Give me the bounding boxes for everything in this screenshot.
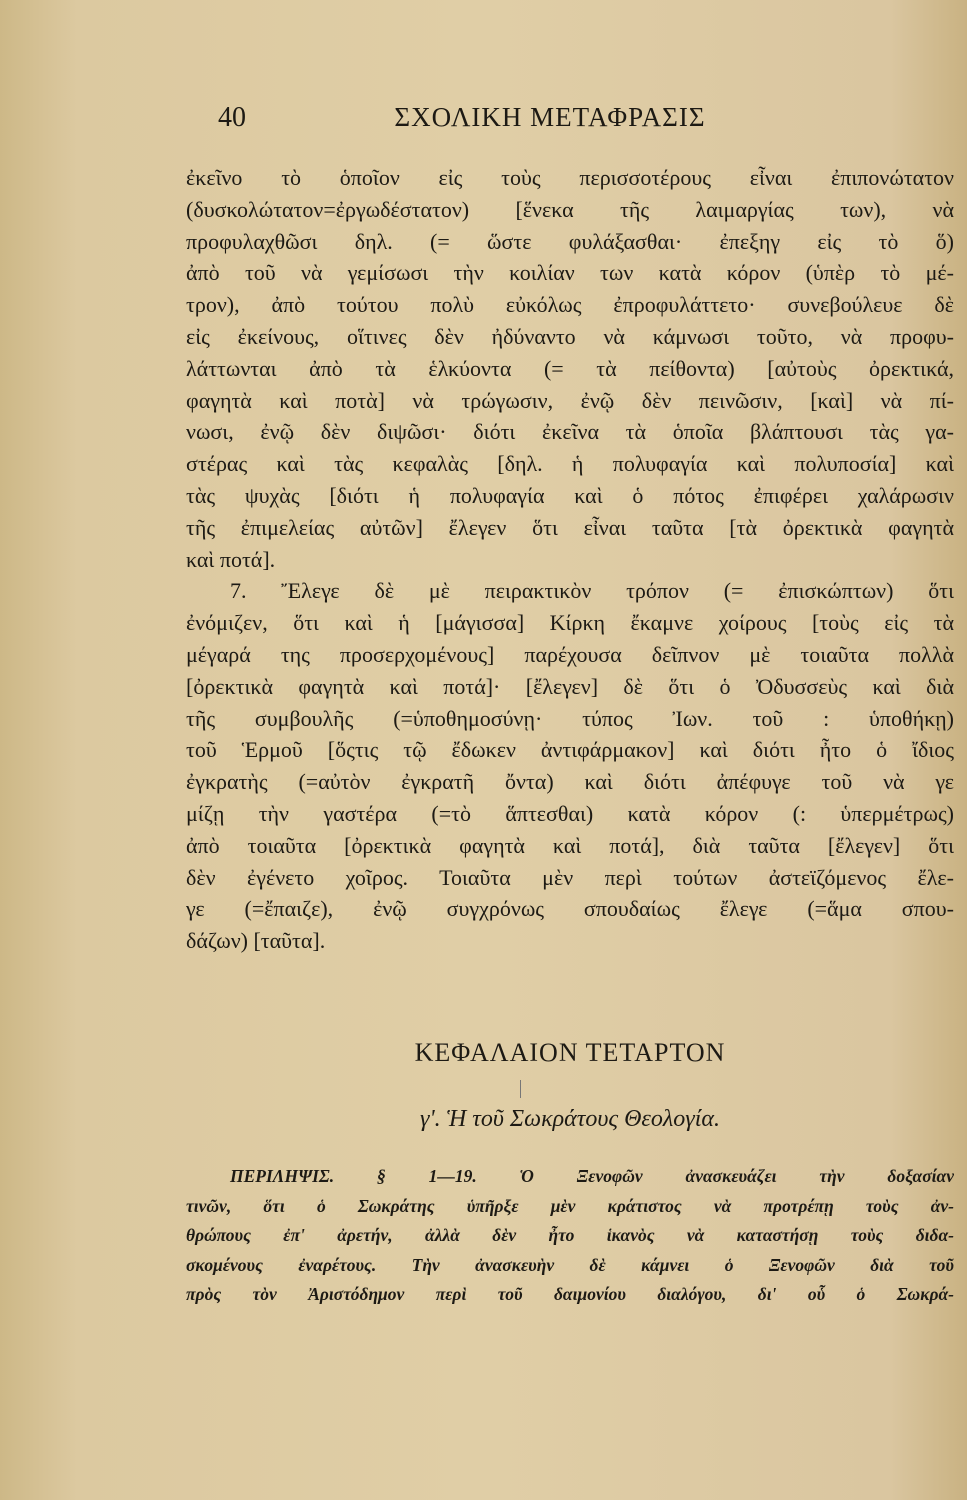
text-line: 7. Ἔλεγε δὲ μὲ πειρακτικὸν τρόπον (= ἐπισκώπτων) ὅτι — [230, 578, 954, 604]
summary-line: τινῶν, ὅτι ὁ Σωκράτης ὑπῆρξε μὲν κράτιστος νὰ προτρέπῃ τοὺς ἀν- — [186, 1195, 954, 1216]
running-title: ΣΧΟΛΙΚΗ ΜΕΤΑΦΡΑΣΙΣ — [394, 102, 706, 132]
text-line: [ὀρεκτικὰ φαγητὰ καὶ ποτά]· [ἔλεγεν] δὲ ὅτι ὁ Ὀδυσσεὺς καὶ διὰ — [186, 673, 954, 699]
text-line: καὶ ποτά]. — [186, 546, 276, 572]
summary-line: πρὸς τὸν Ἀριστόδημον περὶ τοῦ δαιμονίου διαλόγου, δι' οὗ ὁ Σωκρά- — [186, 1284, 954, 1304]
text-line: γε (=ἔπαιζε), ἐνῷ συγχρόνως σπουδαίως ἔλεγε (=ἅμα σπου- — [186, 896, 954, 922]
text-line: προφυλαχθῶσι δηλ. (= ὥστε φυλάξασθαι· ἐπεξηγ εἰς τὸ ὅ) — [186, 228, 954, 254]
text-line: τοῦ Ἑρμοῦ [ὅςτις τῷ ἔδωκεν ἀντιφάρμακον] καὶ διότι ἦτο ὁ ἴδιος — [186, 737, 954, 763]
summary-line: θρώπους ἐπ' ἀρετήν, ἀλλὰ δὲν ἦτο ἱκανὸς νὰ καταστήσῃ τοὺς διδα- — [186, 1225, 954, 1245]
text-line: τρον), ἀπὸ τούτου πολὺ εὐκόλως ἐπροφυλάττετο· συνεβούλευε δὲ — [186, 292, 954, 318]
text-line: λάττωνται ἀπὸ τὰ ἑλκύοντα (= τὰ πείθοντα) [αὐτοὺς ὀρεκτικά, — [186, 355, 954, 381]
text-line: ἀπὸ τοιαῦτα [ὀρεκτικὰ φαγητὰ καὶ ποτά], διὰ ταῦτα [ἔλεγεν] ὅτι — [186, 832, 954, 858]
text-line: εἰς ἐκείνους, οἵτινες δὲν ἠδύναντο νὰ κάμνωσι τοῦτο, νὰ προφυ- — [186, 323, 954, 349]
summary-line: ΠΕΡΙΛΗΨΙΣ. § 1—19. Ὁ Ξενοφῶν ἀνασκευάζει τὴν δοξασίαν — [230, 1166, 954, 1186]
text-line: δὲν ἐγένετο χοῖρος. Τοιαῦτα μὲν περὶ τούτων ἀστεϊζόμενος ἔλε- — [186, 864, 954, 890]
text-line: τῆς ἐπιμελείας αὐτῶν] ἔλεγεν ὅτι εἶναι ταῦτα [τὰ ὀρεκτικὰ φαγητὰ — [186, 514, 954, 540]
page-number: 40 — [218, 102, 246, 133]
text-line: μέγαρά της προσερχομένους] παρέχουσα δεῖπνον μὲ τοιαῦτα πολλὰ — [186, 641, 954, 667]
summary-line: σκομένους ἐναρέτους. Τὴν ἀνασκευὴν δὲ κάμνει ὁ Ξενοφῶν διὰ τοῦ — [186, 1254, 954, 1275]
text-line: νωσι, ἐνῷ δὲν διψῶσι· διότι ἐκεῖνα τὰ ὁποῖα βλάπτουσι τὰς γα- — [186, 419, 954, 445]
section-title: γ'. Ἡ τοῦ Σωκράτους Θεολογία. — [420, 1106, 720, 1132]
text-line: δάζων) [ταῦτα]. — [186, 928, 326, 954]
text-line: φαγητὰ καὶ ποτὰ] νὰ τρώγωσιν, ἐνῷ δὲν πεινῶσιν, [καὶ] νὰ πί- — [186, 387, 954, 413]
summary-paragraph — [186, 1162, 954, 1310]
text-line: τὰς ψυχὰς [διότι ἡ πολυφαγία καὶ ὁ πότος ἐπιφέρει χαλάρωσιν — [186, 482, 954, 508]
text-line: ἐκεῖνο τὸ ὁποῖον εἰς τοὺς περισσοτέρους εἶναι ἐπιπονώτατον — [186, 165, 954, 190]
divider-mark — [520, 1080, 521, 1098]
text-line: μίζῃ τὴν γαστέρα (=τὸ ἅπτεσθαι) κατὰ κόρον (: ὑπερμέτρως) — [186, 800, 954, 826]
text-line: στέρας καὶ τὰς κεφαλὰς [δηλ. ἡ πολυφαγία καὶ πολυποσία] καὶ — [186, 451, 954, 477]
text-line: (δυσκολώτατον=ἐργωδέστατον) [ἕνεκα τῆς λαιμαργίας των), νὰ — [186, 196, 954, 222]
text-line: ἐγκρατὴς (=αὐτὸν ἐγκρατῆ ὄντα) καὶ διότι ἀπέφυγε τοῦ νὰ γε — [186, 769, 954, 795]
chapter-title: ΚΕΦΑΛΑΙΟΝ ΤΕΤΑΡΤΟΝ — [414, 1038, 726, 1067]
page-header — [0, 96, 967, 136]
body-text — [186, 162, 954, 957]
text-line: ἀπὸ τοῦ νὰ γεμίσωσι τὴν κοιλίαν των κατὰ κόρον (ὑπὲρ τὸ μέ- — [186, 260, 954, 286]
text-line: τῆς συμβουλῆς (=ὑποθημοσύνῃ· τύπος Ἰων. τοῦ : ὑποθήκῃ) — [186, 705, 954, 731]
text-line: ἐνόμιζεν, ὅτι καὶ ἡ [μάγισσα] Κίρκη ἔκαμνε χοίρους [τοὺς εἰς τὰ — [186, 610, 954, 636]
